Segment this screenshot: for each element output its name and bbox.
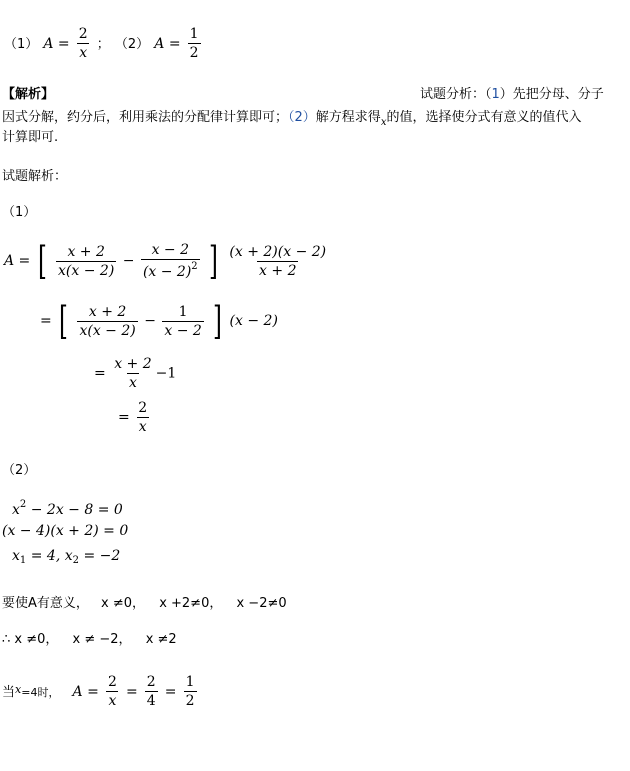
analysis-intro: 试题分析：（1）先把分母、分子 (420, 87, 604, 102)
step1: A = [ $\frac{x + 2}{x(x - 2)}$ − $\frac{x - 2}{(x - 2)^2}$ ] $\frac{(x + 2)(x - 2)}{x + 2}$ (4, 239, 327, 283)
final-fraction-2: $\frac{2}{4}$ (146, 674, 156, 709)
step2-fraction-1: $\frac{x + 2}{x(x - 2)}$ (79, 303, 136, 339)
step3-fraction: $\frac{x + 2}{x}$ (114, 356, 152, 391)
step4: = $\frac{2}{x}$ (118, 400, 148, 435)
answer-part1-lhs: A = (43, 36, 70, 52)
final-fraction-3: $\frac{1}{2}$ (185, 674, 195, 709)
analysis-heading: 【解析】 (2, 87, 55, 102)
step3: = $\frac{x + 2}{x}$ −1 (94, 356, 177, 391)
answer-part2-label: （2） (114, 37, 150, 52)
equation-3: $x_1 = 4$, $x_2 = -2$ (12, 548, 121, 566)
step2-fraction-2: $\frac{1}{x - 2}$ (164, 303, 202, 339)
equation-2: (x − 4)(x + 2) = 0 (2, 523, 129, 539)
part1-label: （1） (2, 205, 37, 220)
answer-part2-fraction: $\frac{1}{2}$ (189, 26, 199, 61)
step1-fraction-1: $\frac{x + 2}{x(x - 2)}$ (58, 243, 115, 279)
step4-fraction: $\frac{2}{x}$ (138, 400, 148, 435)
step1-fraction-2: $\frac{x - 2}{(x - 2)^2}$ (142, 242, 198, 280)
analysis-line3: 计算即可. (2, 130, 59, 145)
equation-1: $x^2 - 2x - 8 = 0$ (12, 499, 123, 518)
condition-line: 要使A有意义， x ≠0， x +2≠0， x −2≠0 (2, 596, 287, 611)
therefore-line: ∴ x ≠0， x ≠ −2， x ≠2 (2, 632, 177, 647)
answer-part2-lhs: A = (154, 36, 181, 52)
analysis-line2: 因式分解，约分后，利用乘法的分配律计算即可；（2）解方程求得$_x$的值，选择使分式有意义的值代入 (2, 110, 582, 128)
final-line: 当x=4时， A = $\frac{2}{x}$ = $\frac{2}{4}$ = $\frac{1}{2}$ (2, 674, 195, 709)
answer-part1-label: （1） (4, 37, 39, 52)
solution-heading: 试题解析： (2, 169, 68, 184)
answer-separator: ； (96, 37, 110, 52)
step2: = [ $\frac{x + 2}{x(x - 2)}$ − $\frac{1}{x - 2}$ ] (x − 2) (40, 299, 278, 343)
part2-label: （2） (2, 463, 37, 478)
answer-line (4, 26, 203, 61)
step1-fraction-3: $\frac{(x + 2)(x - 2)}{x + 2}$ (229, 243, 327, 279)
final-fraction-1: $\frac{2}{x}$ (107, 674, 117, 709)
answer-part1-fraction: $\frac{2}{x}$ (78, 26, 88, 61)
